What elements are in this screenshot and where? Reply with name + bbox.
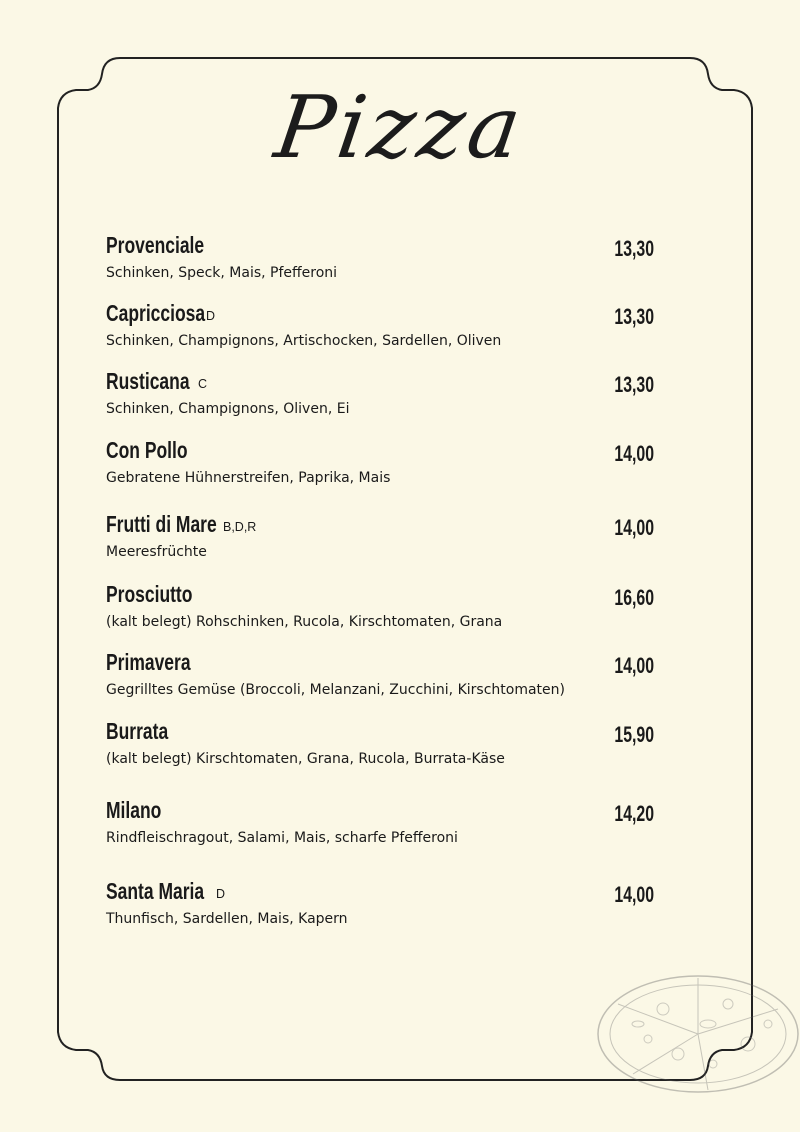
item-name: Primavera [106, 649, 191, 675]
item-price: 14,00 [614, 441, 654, 466]
item-price: 14,20 [614, 801, 654, 826]
item-price: 14,00 [614, 882, 654, 907]
item-description: Schinken, Champignons, Oliven, Ei [106, 401, 350, 417]
menu-item [106, 437, 654, 486]
item-name: Burrata [106, 718, 169, 744]
item-price: 14,00 [614, 515, 654, 540]
item-name: Frutti di Mare [106, 511, 217, 537]
menu-item [106, 232, 654, 281]
item-name: Rusticana [106, 368, 190, 394]
item-name: Capricciosa [106, 300, 206, 326]
item-name: Santa Maria [106, 878, 205, 904]
item-description: Meeresfrüchte [106, 544, 207, 560]
item-allergen: D [216, 887, 226, 901]
item-allergen: C [198, 377, 208, 391]
menu-item [106, 300, 654, 349]
item-description: Gegrilltes Gemüse (Broccoli, Melanzani, Zucchini, Kirschtomaten) [106, 682, 565, 698]
item-price: 14,00 [614, 653, 654, 678]
item-description: (kalt belegt) Kirschtomaten, Grana, Rucola, Burrata-Käse [106, 751, 505, 767]
menu-item [106, 797, 654, 846]
item-price: 13,30 [614, 304, 654, 329]
item-allergen: D [206, 309, 216, 323]
menu-item [106, 368, 654, 417]
item-name: Provenciale [106, 232, 205, 258]
item-description: Schinken, Champignons, Artischocken, Sardellen, Oliven [106, 333, 502, 349]
item-name: Con Pollo [106, 437, 188, 463]
menu-item [106, 649, 654, 698]
item-price: 15,90 [614, 722, 654, 747]
item-description: Thunfisch, Sardellen, Mais, Kapern [106, 911, 348, 927]
item-description: Rindfleischragout, Salami, Mais, scharfe Pfefferoni [106, 830, 458, 846]
menu-item [106, 718, 654, 767]
item-name: Prosciutto [106, 581, 193, 607]
menu-item [106, 581, 654, 630]
menu-item [106, 511, 654, 560]
item-name: Milano [106, 797, 162, 823]
item-price: 13,30 [614, 372, 654, 397]
item-price: 13,30 [614, 236, 654, 261]
item-description: Gebratene Hühnerstreifen, Paprika, Mais [106, 470, 391, 486]
item-price: 16,60 [614, 585, 654, 610]
menu-item [106, 878, 654, 927]
item-allergen: B,D,R [223, 520, 257, 534]
pizza-sketch-icon [588, 964, 800, 1094]
item-description: (kalt belegt) Rohschinken, Rucola, Kirschtomaten, Grana [106, 614, 503, 630]
item-description: Schinken, Speck, Mais, Pfefferoni [106, 265, 338, 281]
menu-title: Pizza [269, 78, 531, 178]
